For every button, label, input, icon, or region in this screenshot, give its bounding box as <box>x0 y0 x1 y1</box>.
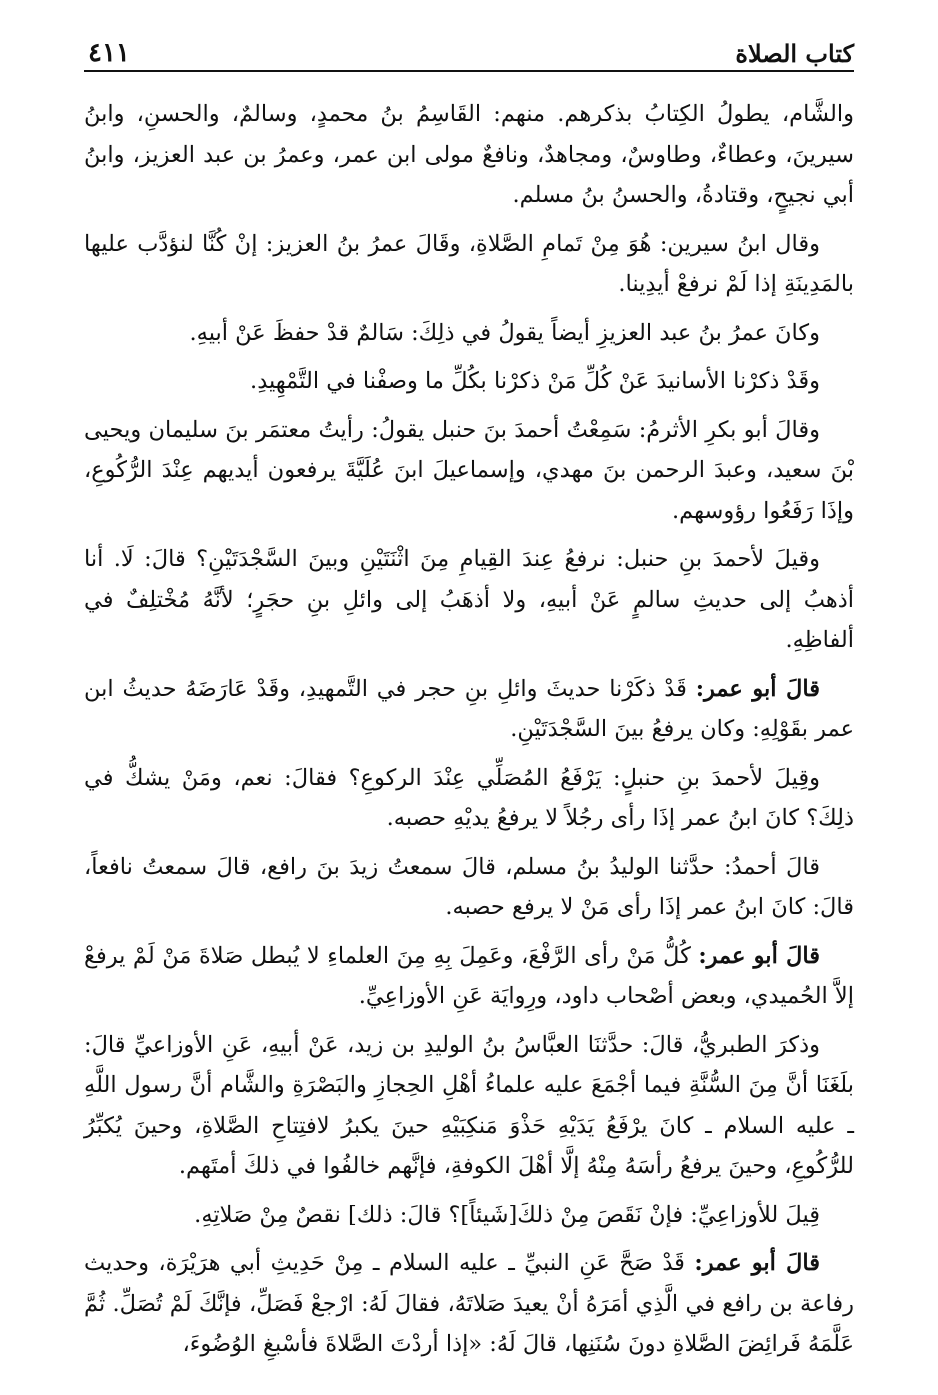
paragraph <box>84 936 854 1017</box>
paragraph <box>84 539 854 661</box>
paragraph-text: قالَ أحمدُ: حدَّثنا الوليدُ بنُ مسلم، قالَ سمعتُ زيدَ بنَ رافع، قالَ سمعتُ نافعاً، قالَ: كانَ ابنُ عمر إذَا رأى مَنْ لا يرفع حصبه. <box>84 853 854 920</box>
paragraph <box>84 224 854 305</box>
page-number: ٤١١ <box>88 38 130 68</box>
paragraph-text: وكانَ عمرُ بنُ عبد العزيزِ أيضاً يقولُ في ذلِكَ: سَالمٌ قدْ حفظَ عَنْ أبيهِ. <box>189 319 820 346</box>
body-text <box>84 94 854 1365</box>
speaker-lead: قالَ أبو عمر: <box>695 675 820 702</box>
paragraph <box>84 1025 854 1187</box>
paragraph-text: وقِيلَ لأحمدَ بنِ حنبلٍ: يَرْفَعُ المُصَلِّي عِنْدَ الركوعِ؟ فقالَ: نعم، ومَنْ يشكُّ في ذلِكَ؟ كانَ ابنُ عمر إذَا رأى رجُلاً لا يرفعُ يديْهِ حصبه. <box>84 764 854 831</box>
speaker-lead: قالَ أبو عمر: <box>698 942 820 969</box>
paragraph-text: كُلُّ مَنْ رأى الرَّفْعَ، وعَمِلَ بِهِ مِنَ العلماءِ لا يُبطل صَلاةَ مَنْ لَمْ يرفعْ إلاَّ الحُميدي، وبعض أصْحاب داود، ورِوايَة عَنِ الأوزاعِيِّ. <box>84 942 854 1009</box>
paragraph <box>84 758 854 839</box>
paragraph-text: وقال ابنُ سيرين: هُوَ مِنْ تَمامِ الصَّلاةِ، وقَالَ عمرُ بنُ العزيز: إنْ كُنَّا لنؤدَّب عليها بالمَدِينَةِ إذا لَمْ نرفعْ أيدِينا. <box>84 230 854 297</box>
paragraph <box>84 847 854 928</box>
paragraph-text: قَدْ صَحَّ عَنِ النبيِّ ـ عليه السلام ـ مِنْ حَدِيثِ أبي هرَيْرَة، وحديث رفاعة بن رافع في الَّذِي أمَرَهُ أنْ يعيدَ صَلاتَهُ، فقالَ لَهُ: ارْجعْ فَصَلِّ، فإنَّكَ لَمْ تُصَلِّ. ثُمَّ عَلَّمَهُ فَرائِضَ الصَّلاةِ دونَ سُنَنِها، قالَ لَهُ: «إذا أردْتَ الصَّلاةَ فأسْبغِ الوُضُوءَ، <box>84 1250 854 1357</box>
running-title: كتاب الصلاة <box>735 39 854 68</box>
paragraph <box>84 94 854 216</box>
paragraph <box>84 361 854 402</box>
paragraph <box>84 313 854 354</box>
paragraph <box>84 1243 854 1365</box>
paragraph-text: وقَدْ ذكرْنا الأسانيدَ عَنْ كُلِّ مَنْ ذكرْنا بكُلِّ ما وصفْنا في التَّمْهِيدِ. <box>250 368 820 394</box>
paragraph <box>84 410 854 532</box>
running-header <box>84 28 854 72</box>
paragraph <box>84 669 854 750</box>
paragraph-text: قِيلَ للأوزاعِيِّ: فإنْ نَقَصَ مِنْ ذلكَ[شَيئاً]؟ قالَ: ذلك] نقصٌ مِنْ صَلاتِهِ. <box>194 1201 820 1228</box>
paragraph-text: قَدْ ذكَرْنا حديثَ وائلِ بنِ حجر في التَّمهيدِ، وقَدْ عَارَضَهُ حديثُ ابن عمر بقَوْلِهِ: وكان يرفعُ بينَ السَّجْدَتَيْنِ. <box>84 675 854 742</box>
paragraph-text: وقيلَ لأحمدَ بنِ حنبل: نرفعُ عِندَ القِيامِ مِنَ اثْنَتَيْنِ وبينَ السَّجْدَتَيْنِ؟ قالَ: لَا. أنا أذهبُ إلى حديثِ سالمٍ عَنْ أبيهِ، ولا أذهَبُ إلى وائلِ بنِ حجَرٍ؛ لأنَّهُ مُخْتلِفٌ في ألفاظِهِ. <box>84 546 854 653</box>
paragraph-text: وقالَ أبو بكرِ الأثرمُ: سَمِعْتُ أحمدَ بنَ حنبل يقولُ: رأيتُ معتمَر بنَ سليمان ويحيى بْنَ سعيد، وعبدَ الرحمن بنَ مهدي، وإسماعيلَ ابنَ عُلَيَّةَ يرفعون أيديهم عِنْدَ الرُّكُوعِ، وإذَا رَفَعُوا رؤوسهم. <box>84 416 854 524</box>
paragraph-text: والشَّام، يطولُ الكِتابُ بذكرهم. منهم: القَاسِمُ بنُ محمدٍ، وسالمٌ، والحسنِ، وابنُ سيرينَ، وعطاءٌ، وطاوسٌ، ومجاهدٌ، ونافعٌ مولى ابن عمر، وعمرُ بن عبد العزيز، وابنُ أبي نجيحٍ، وقتادةُ، والحسنُ بنُ مسلم. <box>84 101 854 208</box>
speaker-lead: قالَ أبو عمر: <box>694 1250 821 1276</box>
paragraph <box>84 1195 854 1236</box>
paragraph-text: وذكرَ الطبريُّ، قالَ: حدَّثنَا العبَّاسُ بنُ الوليدِ بن زيد، عَنْ أبيهِ، عَنِ الأوزاعيِّ قالَ: بلَغَنَا أنَّ مِنَ السُّنَّةِ فيما أجْمَعَ عليه علماءُ أهْلِ الحِجازِ والبَصْرَةِ والشَّام أنَّ رسول اللَّهِ ـ عليه السلام ـ كانَ يرْفَعُ يَدَيْهِ حَذْوَ مَنكِبَيْهِ حينَ يكبرُ لافتِتاحِ الصَّلاةِ، وحينَ يُكبِّرُ للرُّكُوعِ، وحينَ يرفعُ رأسَهُ مِنْهُ إلَّا أهْلَ الكوفةِ، فإنَّهم خالفُوا في ذلكَ أمتَهم. <box>84 1031 854 1179</box>
